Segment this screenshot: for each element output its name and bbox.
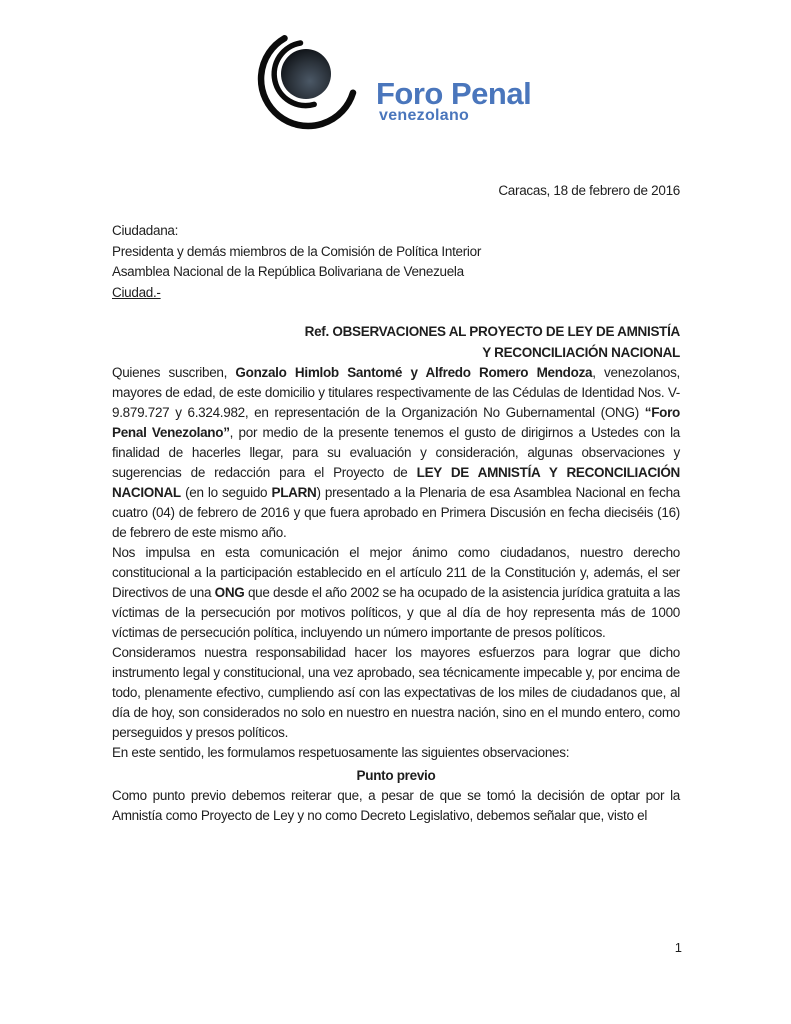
page-number: 1 bbox=[674, 940, 682, 955]
recipient-line-title: Presidenta y demás miembros de la Comisión de Política Interior bbox=[112, 243, 482, 259]
letter-body bbox=[112, 0, 680, 826]
reference-line-2: Y RECONCILIACIÓN NACIONAL bbox=[482, 345, 680, 360]
paragraph-punto-previo-body: Como punto previo debemos reiterar que, a pesar de que se tomó la decisión de optar por la Amnistía como Proyecto de Ley y no como Decreto Legislativo, debemos señalar que, visto el bbox=[112, 788, 680, 823]
logo-title: Foro Penal bbox=[376, 76, 532, 111]
paragraph-intro: Quienes suscriben, Gonzalo Himlob Santomé y Alfredo Romero Mendoza, venezolanos, mayores de edad, de este domicilio y titulares respectivamente de las Cédulas de Identidad Nos. V-9.879.727 y 6.324.982, en representación de la Organización No Gubernamental (ONG) “Foro Penal Venezolano”, por medio de la presente tenemos el gusto de dirigirnos a Ustedes con la finalidad de hacerles llegar, para su evaluación y consideración, algunas observaciones y sugerencias de redacción para el Proyecto de LEY DE AMNISTÍA Y RECONCILIACIÓN NACIONAL (en lo seguido PLARN) presentado a la Plenaria de esa Asamblea Nacional en fecha cuatro (04) de febrero de 2016 y que fuera aprobado en Primera Discusión en fecha dieciséis (16) de febrero de este mismo año. bbox=[112, 365, 681, 540]
logo-subtitle: venezolano bbox=[379, 107, 470, 124]
city-line-text: Ciudad.- bbox=[112, 284, 161, 300]
paragraph-transition: En este sentido, les formulamos respetuosamente las siguientes observaciones: bbox=[112, 745, 570, 760]
recipient-line-institution: Asamblea Nacional de la República Bolivariana de Venezuela bbox=[112, 264, 464, 279]
date-line: Caracas, 18 de febrero de 2016 bbox=[498, 183, 680, 198]
reference-block bbox=[112, 321, 680, 363]
recipient-line-salutation: Ciudadana: bbox=[112, 223, 179, 238]
paragraph-motivation: Nos impulsa en esta comunicación el mejor ánimo como ciudadanos, nuestro derecho constitucional a la participación establecido en el artículo 211 de la Constitución y, además, el ser Directivos de una ONG que desde el año 2002 se ha ocupado de la asistencia jurídica gratuita a las víctimas de la persecución por motivos políticos, y que al día de hoy representa más de 1000 víctimas de persecución política, incluyendo un número importante de presos políticos. bbox=[112, 545, 680, 640]
section-heading-punto-previo: Punto previo bbox=[356, 768, 436, 783]
recipient-city-line bbox=[112, 283, 680, 304]
paragraph-responsibility: Consideramos nuestra responsabilidad hacer los mayores esfuerzos para lograr que dicho instrumento legal y constitucional, una vez aprobado, sea técnicamente impecable y, por encima de todo, plenamente efectivo, cumpliendo así con las expectativas de los miles de ciudadanos que, al día de hoy, son considerados no solo en nuestro en nuestra nación, sino en el mundo entero, como perseguidos y presos políticos. bbox=[112, 645, 680, 740]
recipient-block bbox=[112, 221, 680, 303]
reference-line-1: Ref. OBSERVACIONES AL PROYECTO DE LEY DE AMNISTÍA bbox=[304, 324, 680, 339]
